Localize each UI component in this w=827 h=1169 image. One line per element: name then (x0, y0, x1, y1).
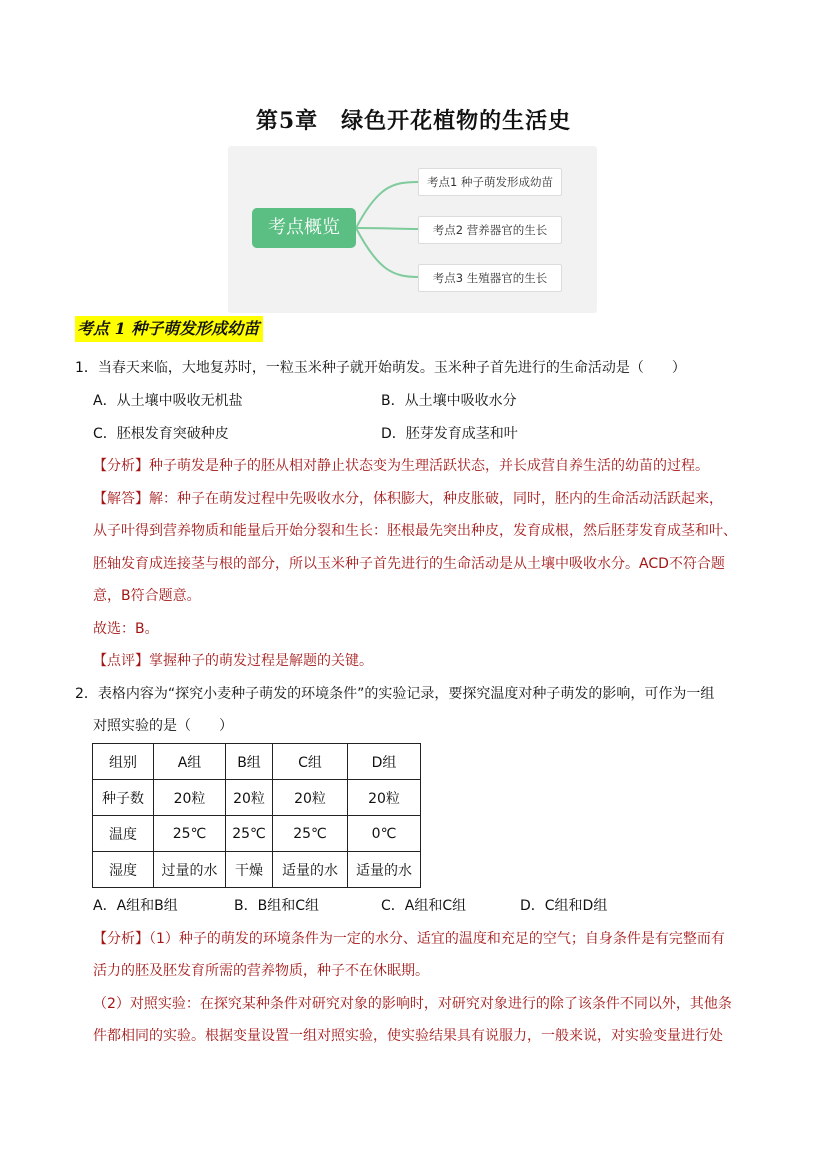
table-cell: 过量的水 (154, 852, 226, 888)
connector-2 (356, 228, 418, 229)
q1-analysis: 【分析】种子萌发是种子的胚从相对静止状态变为生理活跃状态，并长成营自养生活的幼苗的过程。 (93, 458, 709, 474)
page-title: 第5章 绿色开花植物的生活史 (255, 108, 572, 134)
table-cell: C组 (273, 744, 348, 780)
table-cell: 组别 (93, 744, 154, 780)
table-cell: 种子数 (93, 780, 154, 816)
q2-analysis-line-4: 件都相同的实验。根据变量设置一组对照实验，使实验结果具有说服力，一般来说，对实验变量进行处 (93, 1028, 723, 1044)
table-cell: 湿度 (93, 852, 154, 888)
q2-analysis-line-2: 活力的胚及胚发育所需的营养物质，种子不在休眠期。 (93, 963, 429, 979)
q2-option-b: B．B组和C组 (234, 898, 319, 914)
mindmap-node-2: 考点2 营养器官的生长 (418, 216, 562, 244)
table-cell: 20粒 (348, 780, 421, 816)
q1-comment: 【点评】掌握种子的萌发过程是解题的关键。 (93, 653, 373, 669)
q1-answer-line-3: 胚轴发育成连接茎与根的部分，所以玉米种子首先进行的生命活动是从土壤中吸收水分。ACD不符合题 (93, 556, 725, 572)
q1-option-b: B．从土壤中吸收水分 (381, 393, 517, 409)
table-cell: D组 (348, 744, 421, 780)
q1-option-d: D．胚芽发育成茎和叶 (381, 426, 518, 442)
section-heading: 考点 1 种子萌发形成幼苗 (75, 316, 263, 342)
q2-option-a: A．A组和B组 (93, 898, 178, 914)
table-cell: 20粒 (154, 780, 226, 816)
q1-answer-line-2: 从子叶得到营养物质和能量后开始分裂和生长：胚根最先突出种皮，发育成根，然后胚芽发育成茎和叶、 (93, 523, 737, 539)
mindmap-node-3: 考点3 生殖器官的生长 (418, 264, 562, 292)
q2-option-c: C．A组和C组 (381, 898, 467, 914)
q1-option-c: C．胚根发育突破种皮 (93, 426, 229, 442)
table-cell: 25℃ (226, 816, 273, 852)
table-row (93, 852, 421, 888)
mindmap-node-1: 考点1 种子萌发形成幼苗 (418, 168, 562, 196)
mindmap-root: 考点概览 (252, 208, 356, 248)
q2-stem-line-1: 2．表格内容为“探究小麦种子萌发的环境条件”的实验记录，要探究温度对种子萌发的影响，可作为一组 (75, 686, 715, 702)
q1-option-a: A．从土壤中吸收无机盐 (93, 393, 243, 409)
q1-answer-line-1: 【解答】解：种子在萌发过程中先吸收水分，体积膨大，种皮胀破，同时，胚内的生命活动活跃起来， (93, 491, 723, 507)
q1-choice: 故选：B。 (93, 621, 159, 637)
table-row (93, 780, 421, 816)
table-cell: 25℃ (154, 816, 226, 852)
table-cell: 温度 (93, 816, 154, 852)
q1-stem: 1．当春天来临，大地复苏时，一粒玉米种子就开始萌发。玉米种子首先进行的生命活动是（ ） (75, 360, 686, 376)
table-cell: 适量的水 (273, 852, 348, 888)
table-cell: 适量的水 (348, 852, 421, 888)
connector-1 (356, 182, 418, 228)
connector-3 (356, 228, 418, 277)
table-cell: 20粒 (226, 780, 273, 816)
mindmap-overview (228, 146, 597, 313)
q1-answer-line-4: 意，B符合题意。 (93, 588, 201, 604)
q2-analysis-line-1: 【分析】（1）种子的萌发的环境条件为一定的水分、适宜的温度和充足的空气；自身条件是有完整而有 (93, 931, 725, 947)
table-cell: 干燥 (226, 852, 273, 888)
experiment-table (92, 743, 421, 888)
table-cell: 20粒 (273, 780, 348, 816)
table-cell: A组 (154, 744, 226, 780)
table-row (93, 744, 421, 780)
table-row (93, 816, 421, 852)
table-cell: 25℃ (273, 816, 348, 852)
table-cell: B组 (226, 744, 273, 780)
q2-option-d: D．C组和D组 (520, 898, 608, 914)
q2-analysis-line-3: （2）对照实验：在探究某种条件对研究对象的影响时，对研究对象进行的除了该条件不同以外，其他条 (93, 996, 732, 1012)
table-cell: 0℃ (348, 816, 421, 852)
q2-stem-line-2: 对照实验的是（ ） (93, 718, 233, 734)
